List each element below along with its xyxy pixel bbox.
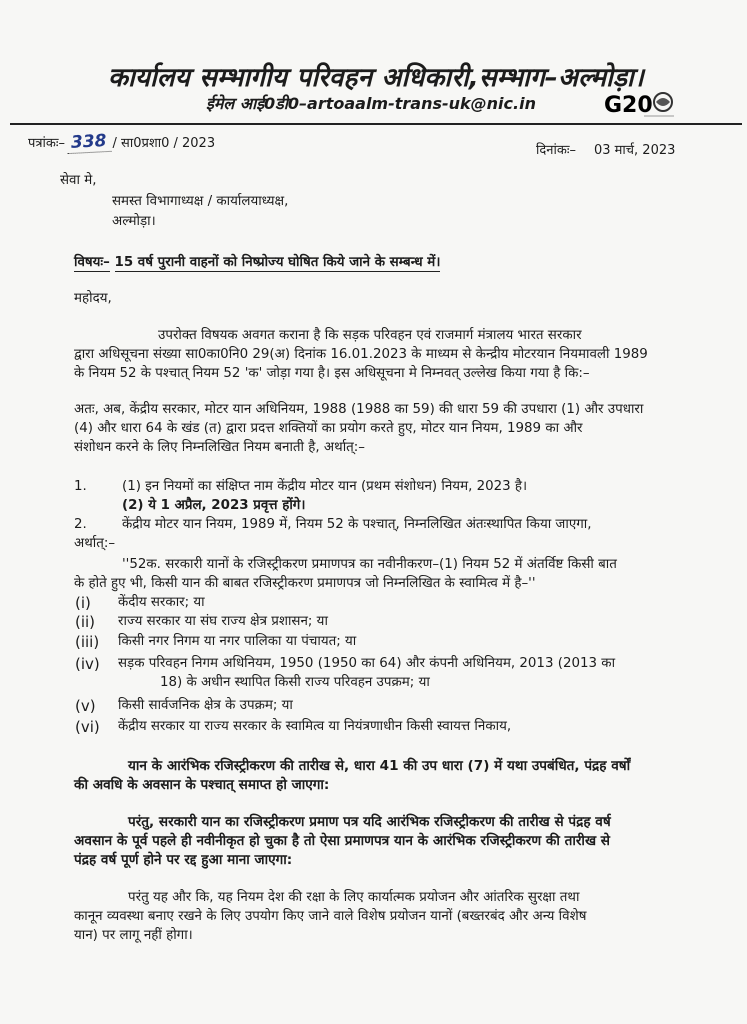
list-item-number: (vi)	[75, 718, 100, 736]
rule-1-b: (2) ये 1 अप्रैल, 2023 प्रवृत्त होंगे।	[122, 498, 306, 513]
closing-p3-line-3: यान) पर लागू नहीं होगा।	[74, 928, 193, 943]
list-item-number: (i)	[75, 594, 91, 612]
list-item-number: (v)	[75, 697, 96, 715]
closing-p1-line-1: यान के आरंभिक रजिस्ट्रीकरण की तारीख से, धारा 41 की उप धारा (7) में यथा उपबंधित, पंद्रह वर्षों	[128, 758, 631, 774]
date-value: 03 मार्च, 2023	[593, 143, 676, 158]
closing-p2-line-3: पंद्रह वर्ष पूर्ण होने पर रद्द हुआ माना जाएगा:	[74, 852, 293, 868]
greeting: महोदय,	[74, 291, 112, 306]
list-item-text: राज्य सरकार या संघ राज्य क्षेत्र प्रशासन; या	[118, 614, 328, 629]
list-item-number: (iv)	[75, 655, 100, 673]
salutation: सेवा मे,	[60, 173, 97, 188]
list-item-text-continued: 18) के अधीन स्थापित किसी राज्य परिवहन उपक्रम; या	[160, 675, 430, 690]
reference-suffix: / सा0प्रशा0 / 2023	[112, 136, 216, 151]
quote-line-2: के होते हुए भी, किसी यान की बाबत रजिस्ट्रीकरण प्रमाणपत्र जो निम्नलिखित के स्वामित्व में है–''	[74, 576, 536, 591]
date-line	[536, 140, 675, 158]
closing-p1-line-2: की अवधि के अवसान के पश्चात् समाप्त हो जाएगा:	[74, 777, 330, 793]
closing-p3-line-1: परंतु यह और कि, यह नियम देश की रक्षा के लिए कार्यात्मक प्रयोजन और आंतरिक सुरक्षा तथा	[128, 890, 580, 905]
g20-logo-icon	[604, 88, 674, 120]
closing-p3-line-2: कानून व्यवस्था बनाए रखने के लिए उपयोग किए जाने वाले विशेष प्रयोजन यानों (बख्तरबंद और अन्य विशेष	[74, 909, 587, 924]
rule-2-line-2: अर्थात्:–	[74, 536, 116, 551]
reference-line	[28, 132, 215, 153]
subject-label: विषयः–	[74, 255, 110, 270]
list-item-text: किसी सार्वजनिक क्षेत्र के उपक्रम; या	[118, 698, 293, 713]
closing-p2-line-1: परंतु, सरकारी यान का रजिस्ट्रीकरण प्रमाण पत्र यदि आरंभिक रजिस्ट्रीकरण की तारीख से पंद्रह वर्ष	[128, 814, 611, 830]
list-item-text: सड़क परिवहन निगम अधिनियम, 1950 (1950 का 64) और कंपनी अधिनियम, 2013 (2013 का	[118, 656, 616, 671]
office-email: ईमेल आई0डी0–artoaalm-trans-uk@nic.in	[206, 94, 536, 113]
rule-1-number: 1.	[74, 479, 87, 494]
body-p2-line-1: अतः, अब, केंद्रीय सरकार, मोटर यान अधिनियम, 1988 (1988 का 59) की धारा 59 की उपधारा (1) और उपधारा	[74, 402, 644, 417]
list-item-text: केंद्रीय सरकार या राज्य सरकार के स्वामित्व या नियंत्रणाधीन किसी स्वायत्त निकाय,	[118, 719, 512, 734]
list-item-text: केंदीय सरकार; या	[118, 595, 205, 610]
rule-2-line-1: केंद्रीय मोटर यान नियम, 1989 में, नियम 52 के पश्चात्, निम्नलिखित अंतःस्थापित किया जाएगा,	[122, 517, 592, 532]
body-p1-line-2: द्वारा अधिसूचना संख्या सा0का0नि0 29(अ) दिनांक 16.01.2023 के माध्यम से केन्द्रीय मोटरयान नियमावली 1989	[74, 347, 648, 362]
rule-1-a: (1) इन नियमों का संक्षिप्त नाम केंद्रीय मोटर यान (प्रथम संशोधन) नियम, 2023 है।	[122, 479, 528, 494]
body-p2-line-3: संशोधन करने के लिए निम्नलिखित नियम बनाती है, अर्थात्:–	[74, 440, 366, 455]
body-p2-line-2: (4) और धारा 64 के खंड (त) द्वारा प्रदत्त शक्तियों का प्रयोग करते हुए, मोटर यान नियम, 1989 का और	[74, 421, 583, 436]
reference-label: पत्रांकः–	[28, 136, 66, 151]
subject-text: 15 वर्ष पुरानी वाहनों को निष्प्रोज्य घोषित किये जाने के सम्बन्ध में।	[114, 255, 441, 270]
g20-logo	[604, 88, 674, 120]
closing-p2-line-2: अवसान के पूर्व पहले ही नवीनीकृत हो चुका है तो ऐसा प्रमाणपत्र यान के आरंभिक रजिस्ट्रीकरण की तारीख से	[74, 833, 610, 849]
quote-line-1: ''52क. सरकारी यानों के रजिस्ट्रीकरण प्रमाणपत्र का नवीनीकरण–(1) नियम 52 में अंतर्विष्ट किसी बात	[122, 557, 617, 572]
body-p1-line-3: के नियम 52 के पश्चात् नियम 52 'क' जोड़ा गया है। इस अधिसूचना मे निम्नवत् उल्लेख किया गया है कि:–	[74, 366, 590, 381]
g20-logo-text: G20	[604, 93, 653, 118]
date-label: दिनांकः–	[536, 143, 576, 158]
subject-line	[74, 254, 440, 272]
recipient-line-1: समस्त विभागाध्यक्ष / कार्यालयाध्यक्ष,	[112, 194, 289, 209]
header-divider	[10, 123, 742, 125]
office-title: कार्यालय सम्भागीय परिवहन अधिकारी,सम्भाग–अल्मोड़ा।	[108, 63, 644, 93]
reference-number: 338	[67, 131, 112, 154]
list-item-text: किसी नगर निगम या नगर पालिका या पंचायत; या	[118, 634, 357, 649]
list-item-number: (ii)	[75, 613, 96, 631]
list-item-number: (iii)	[75, 633, 100, 651]
rule-2-number: 2.	[74, 517, 87, 532]
recipient-line-2: अल्मोड़ा।	[112, 214, 156, 229]
body-p1-line-1: उपरोक्त विषयक अवगत कराना है कि सड़क परिवहन एवं राजमार्ग मंत्रालय भारत सरकार	[158, 328, 582, 343]
